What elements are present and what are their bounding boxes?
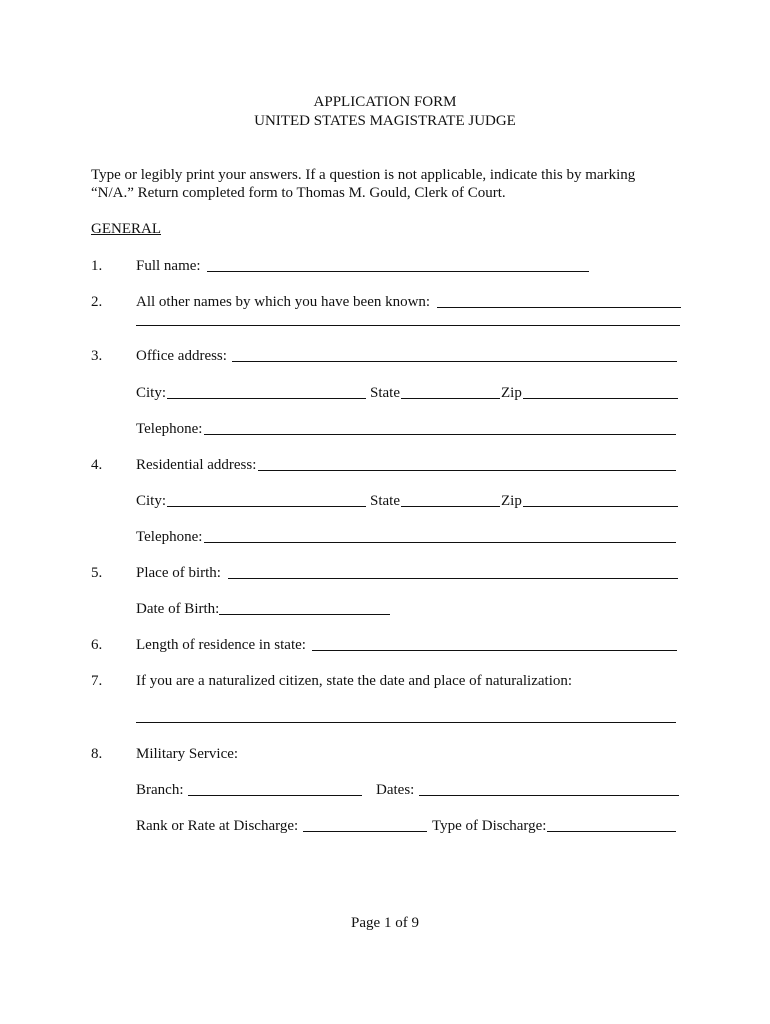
page-number: Page 1 of 9 bbox=[351, 915, 419, 931]
office-telephone-field[interactable] bbox=[204, 434, 676, 435]
other-names-label: All other names by which you have been known: bbox=[136, 294, 431, 310]
residential-state-label: State bbox=[370, 493, 400, 509]
other-names-field-line-2[interactable] bbox=[136, 325, 680, 326]
rank-at-discharge-label: Rank or Rate at Discharge: bbox=[136, 818, 299, 834]
form-title: APPLICATION FORM bbox=[313, 94, 457, 110]
residential-address-field[interactable] bbox=[258, 470, 676, 471]
date-of-birth-label: Date of Birth: bbox=[136, 601, 220, 617]
question-number: 2. bbox=[91, 294, 103, 310]
other-names-field[interactable] bbox=[437, 307, 681, 308]
full-name-label: Full name: bbox=[136, 258, 201, 274]
residential-telephone-label: Telephone: bbox=[136, 529, 203, 545]
dates-field[interactable] bbox=[419, 795, 679, 796]
office-state-field[interactable] bbox=[401, 398, 500, 399]
residential-address-label: Residential address: bbox=[136, 457, 257, 473]
naturalization-field[interactable] bbox=[136, 722, 676, 723]
residence-length-field[interactable] bbox=[312, 650, 677, 651]
place-of-birth-label: Place of birth: bbox=[136, 565, 221, 581]
instructions-line-1: Type or legibly print your answers. If a question is not applicable, indicate this by marking bbox=[91, 167, 636, 183]
residential-zip-field[interactable] bbox=[523, 506, 678, 507]
form-subtitle: UNITED STATES MAGISTRATE JUDGE bbox=[254, 113, 516, 129]
office-address-label: Office address: bbox=[136, 348, 227, 364]
full-name-field[interactable] bbox=[207, 271, 589, 272]
question-number: 6. bbox=[91, 637, 103, 653]
branch-field[interactable] bbox=[188, 795, 362, 796]
office-state-label: State bbox=[370, 385, 400, 401]
date-of-birth-field[interactable] bbox=[219, 614, 390, 615]
military-service-label: Military Service: bbox=[136, 746, 239, 762]
office-zip-field[interactable] bbox=[523, 398, 678, 399]
residential-city-field[interactable] bbox=[167, 506, 366, 507]
question-number: 1. bbox=[91, 258, 103, 274]
instructions-line-2: “N/A.” Return completed form to Thomas M. Gould, Clerk of Court. bbox=[91, 185, 506, 201]
question-number: 3. bbox=[91, 348, 103, 364]
branch-label: Branch: bbox=[136, 782, 184, 798]
naturalization-label: If you are a naturalized citizen, state the date and place of naturalization: bbox=[136, 673, 573, 689]
question-number: 7. bbox=[91, 673, 103, 689]
type-of-discharge-field[interactable] bbox=[547, 831, 676, 832]
residential-telephone-field[interactable] bbox=[204, 542, 676, 543]
office-city-field[interactable] bbox=[167, 398, 366, 399]
question-number: 4. bbox=[91, 457, 103, 473]
question-number: 5. bbox=[91, 565, 103, 581]
office-zip-label: Zip bbox=[501, 385, 522, 401]
office-address-field[interactable] bbox=[232, 361, 677, 362]
dates-label: Dates: bbox=[376, 782, 415, 798]
office-telephone-label: Telephone: bbox=[136, 421, 203, 437]
office-city-label: City: bbox=[136, 385, 167, 401]
rank-at-discharge-field[interactable] bbox=[303, 831, 427, 832]
residential-zip-label: Zip bbox=[501, 493, 522, 509]
residential-state-field[interactable] bbox=[401, 506, 500, 507]
section-title-general: GENERAL bbox=[91, 221, 161, 237]
residential-city-label: City: bbox=[136, 493, 167, 509]
question-number: 8. bbox=[91, 746, 103, 762]
type-of-discharge-label: Type of Discharge: bbox=[432, 818, 547, 834]
residence-length-label: Length of residence in state: bbox=[136, 637, 306, 653]
place-of-birth-field[interactable] bbox=[228, 578, 678, 579]
